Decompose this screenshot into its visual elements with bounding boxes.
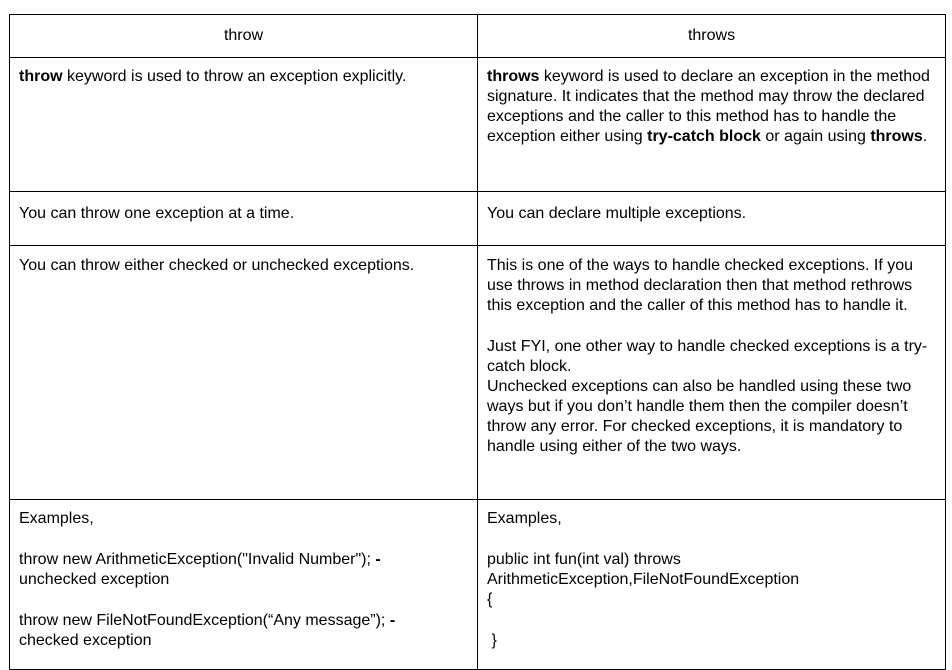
table-row-examples [10, 500, 946, 670]
throw-example-2-note: checked exception [19, 632, 152, 649]
header-cell-throw: throw [10, 15, 478, 58]
cell-throws-types [478, 246, 946, 500]
throw-vs-throws-table [9, 14, 946, 670]
table-row-count [10, 192, 946, 246]
try-catch-keyword: try-catch block [647, 128, 761, 145]
throws-example-close-brace: } [487, 632, 497, 649]
throws-examples-title: Examples, [487, 510, 562, 527]
examples-gap [19, 529, 468, 550]
table-row-definition [10, 58, 946, 192]
cell-throws-examples [478, 500, 946, 670]
examples-gap [19, 590, 468, 611]
throw-example-2-code: throw new FileNotFoundException(“Any message”); [19, 612, 386, 629]
throws-definition-text: keyword is used to declare an exception in the method signature. It indicates that the method may throw the declared exceptions and the caller to this method has to handle the exception either using [487, 68, 930, 145]
header-cell-throws: throws [478, 15, 946, 58]
throws-definition-mid: or again using [760, 128, 871, 145]
throw-example-2-dash: - [385, 612, 396, 629]
throw-example-2 [19, 611, 468, 651]
throw-examples-title: Examples, [19, 510, 94, 527]
throws-example-line-1: public int fun(int val) throws [487, 551, 681, 568]
cell-throws-definition [478, 58, 946, 192]
table-row-types [10, 246, 946, 500]
throws-types-paragraph-3: Unchecked exceptions can also be handled using these two ways but if you don’t handle them then the compiler doesn’t throw any error. For checked exceptions, it is mandatory to handle using either of the two ways. [487, 378, 912, 455]
cell-throw-types: You can throw either checked or unchecked exceptions. [10, 246, 478, 500]
throw-example-1-code: throw new ArithmeticException("Invalid Number"); [19, 551, 371, 568]
throws-types-paragraph-1: This is one of the ways to handle checked exceptions. If you use throws in method declaration then that method rethrows this exception and the caller of this method has to handle it. [487, 257, 914, 314]
cell-throw-definition [10, 58, 478, 192]
cell-throw-examples [10, 500, 478, 670]
throws-definition-end: . [922, 128, 928, 145]
table-header-row [10, 15, 946, 58]
throw-example-1-dash: - [370, 551, 381, 568]
throws-keyword: throws [487, 68, 540, 85]
throws-example-open-brace: { [487, 591, 493, 608]
throw-example-1-note: unchecked exception [19, 571, 170, 588]
cell-throw-count: You can throw one exception at a time. [10, 192, 478, 246]
throw-example-1 [19, 550, 468, 590]
throw-definition-text: keyword is used to throw an exception explicitly. [62, 68, 407, 85]
throws-keyword-2: throws [870, 128, 923, 145]
throws-types-paragraph-2: Just FYI, one other way to handle checked exceptions is a try-catch block. [487, 338, 928, 375]
cell-throws-count: You can declare multiple exceptions. [478, 192, 946, 246]
examples-gap [487, 610, 936, 631]
examples-gap [487, 529, 936, 550]
throw-keyword: throw [19, 68, 63, 85]
throws-example-line-2: ArithmeticException,FileNotFoundException [487, 571, 800, 588]
paragraph-gap [487, 316, 936, 337]
